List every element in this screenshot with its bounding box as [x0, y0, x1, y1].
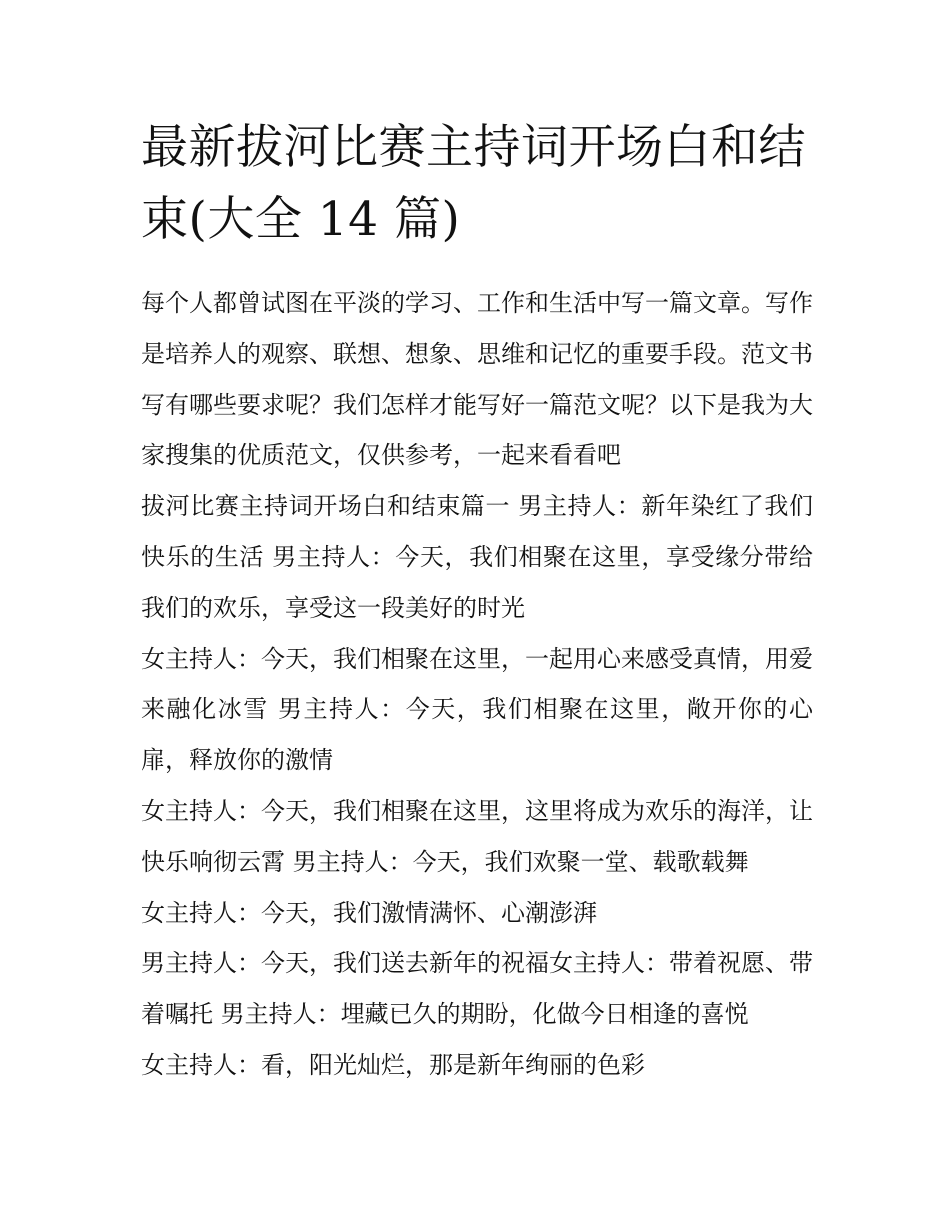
paragraph-2: 拔河比赛主持词开场白和结束篇一 男主持人：新年染红了我们快乐的生活 男主持人：今天，我们相聚在这里，享受缘分带给我们的欢乐，享受这一段美好的时光: [141, 492, 813, 622]
document-content: [141, 112, 813, 1091]
document-title: 最新拔河比赛主持词开场白和结束(大全 14 篇): [141, 120, 806, 247]
paragraph-3: 女主持人：今天，我们相聚在这里，一起用心来感受真情，用爱来融化冰雪 男主持人：今天，我们相聚在这里，敞开你的心扉，释放你的激情: [141, 644, 813, 775]
paragraph-5: 女主持人：今天，我们激情满怀、心潮澎湃: [141, 898, 597, 927]
paragraph-intro: 每个人都曾试图在平淡的学习、工作和生活中写一篇文章。写作是培养人的观察、联想、想象、思维和记忆的重要手段。范文书写有哪些要求呢？我们怎样才能写好一篇范文呢？以下是我为大家搜集的优质范文，仅供参考，一起来看看吧: [141, 289, 813, 470]
paragraph-7: 女主持人：看，阳光灿烂，那是新年绚丽的色彩: [141, 1050, 645, 1079]
paragraph-4: 女主持人：今天，我们相聚在这里，这里将成为欢乐的海洋，让快乐响彻云霄 男主持人：今天，我们欢聚一堂、载歌载舞: [141, 796, 813, 876]
document-body: [141, 278, 813, 1091]
paragraph-6: 男主持人：今天，我们送去新年的祝福女主持人：带着祝愿、带着嘱托 男主持人：埋藏已久的期盼，化做今日相逢的喜悦: [141, 949, 813, 1029]
